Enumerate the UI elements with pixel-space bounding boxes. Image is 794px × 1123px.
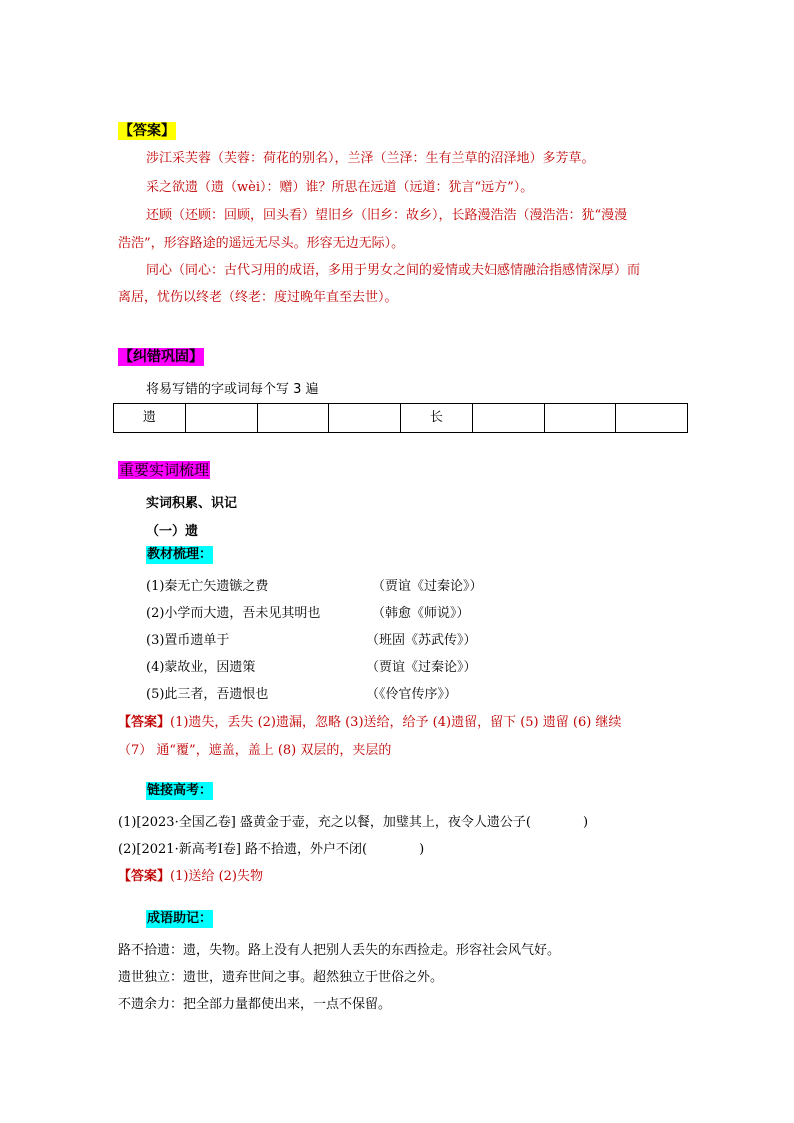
answer-line-4: 浩浩”，形容路途的遥远无尽头。形容无边无际）。	[118, 236, 405, 251]
example-1-source: （贾谊《过秦论》）	[372, 579, 483, 594]
answer-line-5: 同心（同心：古代习用的成语，多用于男女之间的爱情或夫妇感情融洽指感情深厚）而	[146, 263, 641, 278]
textbook-tag: 教材梳理：	[147, 547, 213, 562]
gaokao-answer-tag: 【答案】	[118, 869, 171, 884]
gaokao-question-2: (2)[2021·新高考Ⅰ卷] 路不拾遗，外户不闭( )	[118, 842, 425, 857]
vocab-item-title: （一）遗	[146, 524, 199, 539]
example-3: (3)置币遗单于	[146, 633, 230, 648]
vocab-answer-line-1: 【答案】(1)遗失，丢失 (2)遗漏，忽略 (3)送给，给予 (4)遗留，留下 (5) 遗留 (6) 继续	[118, 715, 622, 730]
grid-cell[interactable]	[329, 404, 401, 433]
vocab-subtitle: 实词积累、识记	[146, 496, 238, 511]
grid-cell[interactable]: 遗	[114, 404, 186, 433]
answer-line-2: 采之欲遗（遗（wèi）：赠）谁？所思在远道（远道：犹言“远方”）。	[146, 180, 534, 195]
vocab-answer-tag: 【答案】	[118, 715, 171, 730]
answer-line-3: 还顾（还顾：回顾，回头看）望旧乡（旧乡：故乡），长路漫浩浩（漫浩浩：犹“漫漫	[146, 208, 628, 223]
example-3-source: （班固《苏武传》）	[366, 633, 477, 648]
grid-cell[interactable]: 长	[401, 404, 473, 433]
correction-tag: 【纠错巩固】	[119, 349, 203, 365]
grid-cell[interactable]	[185, 404, 257, 433]
writing-grid	[113, 403, 688, 433]
correction-instruction: 将易写错的字或词每个写 3 遍	[146, 382, 319, 397]
answer-tag: 【答案】	[119, 123, 175, 139]
grid-cell[interactable]	[616, 404, 688, 433]
example-2: (2)小学而大遗，吾未见其明也	[146, 606, 321, 621]
example-1: (1)秦无亡矢遗镞之费	[146, 579, 269, 594]
example-4: (4)蒙故业，因遗策	[146, 660, 256, 675]
grid-cell[interactable]	[257, 404, 329, 433]
vocab-tag: 重要实词梳理	[119, 461, 210, 479]
idiom-line-2: 遗世独立：遗世，遗弃世间之事。超然独立于世俗之外。	[118, 970, 444, 985]
idiom-line-3: 不遗余力：把全部力量都使出来，一点不保留。	[118, 997, 392, 1012]
example-5-source: （《伶官传序》）	[366, 687, 458, 702]
idiom-line-1: 路不拾遗：遗，失物。路上没有人把别人丢失的东西捡走。形容社会风气好。	[118, 943, 561, 958]
gaokao-question-1: (1)[2023·全国乙卷] 盛黄金于壶，充之以餐，加璧其上，夜令人遗公子( )	[118, 815, 589, 830]
example-5: (5)此三者，吾遗恨也	[146, 687, 269, 702]
answer-line-6: 离居，忧伤以终老（终老：度过晚年直至去世）。	[118, 290, 398, 305]
vocab-answer-line-2: （7） 通“覆”，遮盖，盖上 (8) 双层的，夹层的	[118, 743, 392, 758]
example-4-source: （贾谊《过秦论》）	[366, 660, 477, 675]
grid-cell[interactable]	[472, 404, 544, 433]
gaokao-tag: 链接高考：	[147, 783, 213, 798]
grid-cell[interactable]	[544, 404, 616, 433]
gaokao-answer: 【答案】(1)送给 (2)失物	[118, 869, 263, 884]
example-2-source: （韩愈《师说》）	[372, 606, 470, 621]
answer-line-1: 涉江采芙蓉（芙蓉：荷花的别名），兰泽（兰泽：生有兰草的沼泽地）多芳草。	[146, 151, 595, 166]
idioms-tag: 成语助记：	[147, 911, 213, 926]
